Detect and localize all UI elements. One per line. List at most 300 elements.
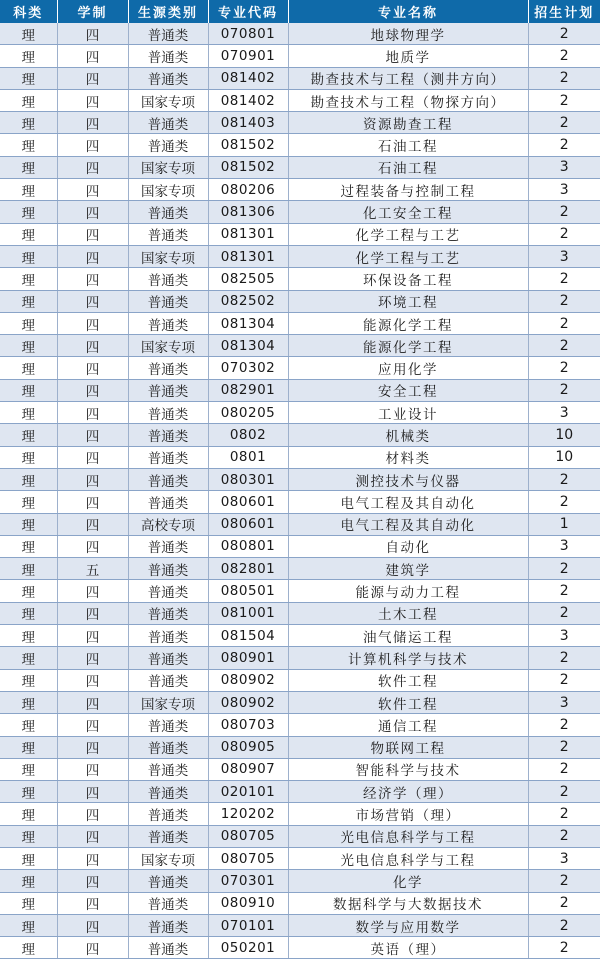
table-row [0, 268, 600, 290]
cell-major-code: 080902 [208, 669, 288, 691]
cell-major-code: 070302 [208, 357, 288, 379]
table-row [0, 179, 600, 201]
cell-source-type: 普通类 [128, 201, 208, 223]
cell-subject-category: 理 [0, 335, 57, 357]
cell-enrollment-plan: 2 [528, 602, 600, 624]
cell-major-name: 过程装备与控制工程 [288, 179, 528, 201]
cell-duration: 四 [57, 23, 128, 45]
table-row [0, 937, 600, 959]
cell-major-code: 080601 [208, 491, 288, 513]
cell-enrollment-plan: 2 [528, 312, 600, 334]
cell-major-name: 材料类 [288, 446, 528, 468]
table-row [0, 446, 600, 468]
cell-major-code: 080905 [208, 736, 288, 758]
cell-enrollment-plan: 2 [528, 491, 600, 513]
cell-source-type: 普通类 [128, 870, 208, 892]
cell-major-code: 070901 [208, 45, 288, 67]
cell-major-code: 080901 [208, 647, 288, 669]
table-row [0, 647, 600, 669]
cell-source-type: 普通类 [128, 67, 208, 89]
table-row [0, 714, 600, 736]
cell-major-name: 软件工程 [288, 691, 528, 713]
cell-source-type: 普通类 [128, 825, 208, 847]
cell-major-code: 081304 [208, 312, 288, 334]
cell-duration: 四 [57, 67, 128, 89]
cell-source-type: 普通类 [128, 45, 208, 67]
cell-major-code: 082502 [208, 290, 288, 312]
cell-major-name: 测控技术与仪器 [288, 468, 528, 490]
cell-major-name: 资源勘查工程 [288, 112, 528, 134]
cell-major-code: 082901 [208, 379, 288, 401]
cell-subject-category: 理 [0, 825, 57, 847]
cell-enrollment-plan: 2 [528, 335, 600, 357]
cell-major-name: 软件工程 [288, 669, 528, 691]
table-row [0, 491, 600, 513]
cell-major-name: 化学工程与工艺 [288, 245, 528, 267]
cell-enrollment-plan: 2 [528, 201, 600, 223]
cell-source-type: 普通类 [128, 290, 208, 312]
cell-subject-category: 理 [0, 67, 57, 89]
table-row [0, 23, 600, 45]
cell-enrollment-plan: 2 [528, 89, 600, 111]
cell-major-name: 经济学（理） [288, 781, 528, 803]
cell-source-type: 普通类 [128, 714, 208, 736]
cell-enrollment-plan: 2 [528, 914, 600, 936]
table-row [0, 335, 600, 357]
table-row [0, 803, 600, 825]
cell-subject-category: 理 [0, 89, 57, 111]
cell-enrollment-plan: 2 [528, 870, 600, 892]
cell-enrollment-plan: 2 [528, 67, 600, 89]
cell-subject-category: 理 [0, 268, 57, 290]
cell-subject-category: 理 [0, 134, 57, 156]
cell-duration: 四 [57, 245, 128, 267]
cell-source-type: 国家专项 [128, 89, 208, 111]
cell-duration: 四 [57, 335, 128, 357]
cell-enrollment-plan: 3 [528, 691, 600, 713]
cell-source-type: 普通类 [128, 580, 208, 602]
header-row [0, 0, 600, 23]
cell-subject-category: 理 [0, 914, 57, 936]
cell-source-type: 普通类 [128, 379, 208, 401]
table-row [0, 156, 600, 178]
cell-major-name: 石油工程 [288, 134, 528, 156]
table-row [0, 781, 600, 803]
cell-subject-category: 理 [0, 781, 57, 803]
cell-major-name: 能源化学工程 [288, 312, 528, 334]
cell-source-type: 普通类 [128, 625, 208, 647]
cell-enrollment-plan: 2 [528, 647, 600, 669]
cell-subject-category: 理 [0, 892, 57, 914]
cell-source-type: 普通类 [128, 112, 208, 134]
cell-major-code: 080910 [208, 892, 288, 914]
cell-duration: 四 [57, 312, 128, 334]
cell-major-code: 081402 [208, 67, 288, 89]
table-row [0, 402, 600, 424]
cell-duration: 四 [57, 937, 128, 959]
table-row [0, 312, 600, 334]
cell-major-name: 机械类 [288, 424, 528, 446]
cell-major-name: 应用化学 [288, 357, 528, 379]
cell-enrollment-plan: 2 [528, 803, 600, 825]
table-row [0, 201, 600, 223]
header-enrollment-plan: 招生计划 [528, 0, 600, 23]
cell-subject-category: 理 [0, 870, 57, 892]
cell-subject-category: 理 [0, 290, 57, 312]
cell-duration: 四 [57, 714, 128, 736]
cell-source-type: 普通类 [128, 268, 208, 290]
cell-source-type: 国家专项 [128, 847, 208, 869]
table-row [0, 847, 600, 869]
table-row [0, 424, 600, 446]
table-row [0, 67, 600, 89]
cell-subject-category: 理 [0, 312, 57, 334]
table-row [0, 379, 600, 401]
cell-major-name: 化学工程与工艺 [288, 223, 528, 245]
cell-enrollment-plan: 2 [528, 268, 600, 290]
cell-enrollment-plan: 2 [528, 468, 600, 490]
cell-source-type: 普通类 [128, 647, 208, 669]
cell-major-code: 080206 [208, 179, 288, 201]
cell-major-name: 化工安全工程 [288, 201, 528, 223]
cell-major-name: 建筑学 [288, 558, 528, 580]
cell-duration: 四 [57, 580, 128, 602]
cell-duration: 四 [57, 669, 128, 691]
cell-duration: 四 [57, 201, 128, 223]
table-row [0, 134, 600, 156]
cell-source-type: 普通类 [128, 446, 208, 468]
cell-enrollment-plan: 2 [528, 736, 600, 758]
cell-major-name: 电气工程及其自动化 [288, 491, 528, 513]
cell-major-name: 光电信息科学与工程 [288, 847, 528, 869]
cell-major-name: 石油工程 [288, 156, 528, 178]
cell-major-code: 080801 [208, 535, 288, 557]
cell-enrollment-plan: 2 [528, 937, 600, 959]
cell-major-name: 能源与动力工程 [288, 580, 528, 602]
cell-duration: 四 [57, 803, 128, 825]
cell-enrollment-plan: 2 [528, 290, 600, 312]
cell-source-type: 国家专项 [128, 691, 208, 713]
table-row [0, 535, 600, 557]
table-row [0, 602, 600, 624]
table-row [0, 580, 600, 602]
cell-major-name: 能源化学工程 [288, 335, 528, 357]
cell-enrollment-plan: 2 [528, 758, 600, 780]
cell-duration: 四 [57, 156, 128, 178]
cell-duration: 四 [57, 625, 128, 647]
table-row [0, 223, 600, 245]
cell-source-type: 普通类 [128, 558, 208, 580]
table-row [0, 558, 600, 580]
cell-subject-category: 理 [0, 402, 57, 424]
cell-source-type: 普通类 [128, 803, 208, 825]
cell-major-name: 市场营销（理） [288, 803, 528, 825]
cell-major-code: 082801 [208, 558, 288, 580]
cell-major-name: 勘查技术与工程（物探方向） [288, 89, 528, 111]
cell-duration: 四 [57, 424, 128, 446]
cell-subject-category: 理 [0, 691, 57, 713]
cell-subject-category: 理 [0, 535, 57, 557]
cell-subject-category: 理 [0, 558, 57, 580]
table-row [0, 290, 600, 312]
cell-duration: 四 [57, 513, 128, 535]
table-row [0, 892, 600, 914]
cell-major-code: 081502 [208, 134, 288, 156]
cell-enrollment-plan: 2 [528, 223, 600, 245]
cell-major-code: 080907 [208, 758, 288, 780]
cell-duration: 四 [57, 179, 128, 201]
cell-subject-category: 理 [0, 379, 57, 401]
cell-source-type: 国家专项 [128, 245, 208, 267]
cell-major-name: 地质学 [288, 45, 528, 67]
table-row [0, 870, 600, 892]
cell-source-type: 普通类 [128, 937, 208, 959]
cell-source-type: 普通类 [128, 402, 208, 424]
cell-duration: 四 [57, 825, 128, 847]
cell-duration: 四 [57, 268, 128, 290]
cell-subject-category: 理 [0, 45, 57, 67]
cell-major-code: 081502 [208, 156, 288, 178]
cell-major-code: 081504 [208, 625, 288, 647]
cell-major-name: 化学 [288, 870, 528, 892]
cell-duration: 四 [57, 89, 128, 111]
cell-source-type: 普通类 [128, 669, 208, 691]
header-source-type: 生源类别 [128, 0, 208, 23]
cell-major-name: 物联网工程 [288, 736, 528, 758]
table-row [0, 625, 600, 647]
cell-source-type: 高校专项 [128, 513, 208, 535]
cell-major-code: 080902 [208, 691, 288, 713]
cell-source-type: 国家专项 [128, 156, 208, 178]
cell-source-type: 普通类 [128, 223, 208, 245]
cell-enrollment-plan: 3 [528, 535, 600, 557]
table-row [0, 357, 600, 379]
header-major-code: 专业代码 [208, 0, 288, 23]
cell-source-type: 国家专项 [128, 335, 208, 357]
cell-enrollment-plan: 2 [528, 558, 600, 580]
cell-major-code: 070801 [208, 23, 288, 45]
cell-source-type: 普通类 [128, 892, 208, 914]
cell-subject-category: 理 [0, 468, 57, 490]
cell-duration: 四 [57, 468, 128, 490]
cell-duration: 四 [57, 357, 128, 379]
cell-enrollment-plan: 2 [528, 112, 600, 134]
cell-major-name: 数学与应用数学 [288, 914, 528, 936]
cell-subject-category: 理 [0, 446, 57, 468]
cell-duration: 五 [57, 558, 128, 580]
cell-major-code: 081304 [208, 335, 288, 357]
cell-major-code: 080703 [208, 714, 288, 736]
cell-major-code: 080205 [208, 402, 288, 424]
cell-subject-category: 理 [0, 758, 57, 780]
cell-duration: 四 [57, 223, 128, 245]
table-row [0, 691, 600, 713]
cell-major-name: 土木工程 [288, 602, 528, 624]
cell-enrollment-plan: 3 [528, 847, 600, 869]
cell-enrollment-plan: 2 [528, 580, 600, 602]
cell-subject-category: 理 [0, 179, 57, 201]
cell-enrollment-plan: 10 [528, 446, 600, 468]
table-row [0, 825, 600, 847]
cell-duration: 四 [57, 892, 128, 914]
cell-source-type: 普通类 [128, 602, 208, 624]
cell-duration: 四 [57, 535, 128, 557]
cell-subject-category: 理 [0, 491, 57, 513]
cell-major-name: 数据科学与大数据技术 [288, 892, 528, 914]
cell-major-code: 080705 [208, 825, 288, 847]
table-row [0, 468, 600, 490]
cell-major-name: 地球物理学 [288, 23, 528, 45]
cell-major-code: 120202 [208, 803, 288, 825]
cell-source-type: 普通类 [128, 535, 208, 557]
cell-subject-category: 理 [0, 23, 57, 45]
cell-major-name: 勘查技术与工程（测井方向） [288, 67, 528, 89]
cell-enrollment-plan: 3 [528, 179, 600, 201]
cell-major-code: 0801 [208, 446, 288, 468]
table-row [0, 736, 600, 758]
header-major-name: 专业名称 [288, 0, 528, 23]
cell-major-code: 081306 [208, 201, 288, 223]
cell-enrollment-plan: 2 [528, 669, 600, 691]
header-subject-category: 科类 [0, 0, 57, 23]
cell-duration: 四 [57, 647, 128, 669]
cell-subject-category: 理 [0, 736, 57, 758]
cell-duration: 四 [57, 491, 128, 513]
cell-major-code: 080301 [208, 468, 288, 490]
cell-major-code: 080705 [208, 847, 288, 869]
cell-major-name: 英语（理） [288, 937, 528, 959]
cell-major-name: 自动化 [288, 535, 528, 557]
cell-major-code: 070101 [208, 914, 288, 936]
cell-duration: 四 [57, 290, 128, 312]
cell-subject-category: 理 [0, 580, 57, 602]
cell-major-code: 081301 [208, 223, 288, 245]
cell-duration: 四 [57, 781, 128, 803]
cell-major-code: 080501 [208, 580, 288, 602]
cell-subject-category: 理 [0, 647, 57, 669]
table-row [0, 513, 600, 535]
cell-enrollment-plan: 1 [528, 513, 600, 535]
cell-source-type: 普通类 [128, 357, 208, 379]
table-row [0, 245, 600, 267]
cell-source-type: 普通类 [128, 736, 208, 758]
cell-subject-category: 理 [0, 714, 57, 736]
cell-major-name: 计算机科学与技术 [288, 647, 528, 669]
cell-major-code: 080601 [208, 513, 288, 535]
cell-duration: 四 [57, 736, 128, 758]
cell-subject-category: 理 [0, 669, 57, 691]
cell-major-name: 环保设备工程 [288, 268, 528, 290]
cell-duration: 四 [57, 134, 128, 156]
cell-major-name: 油气储运工程 [288, 625, 528, 647]
cell-subject-category: 理 [0, 847, 57, 869]
cell-enrollment-plan: 10 [528, 424, 600, 446]
cell-duration: 四 [57, 45, 128, 67]
cell-enrollment-plan: 2 [528, 357, 600, 379]
cell-major-name: 环境工程 [288, 290, 528, 312]
cell-duration: 四 [57, 847, 128, 869]
cell-subject-category: 理 [0, 245, 57, 267]
table-row [0, 758, 600, 780]
cell-major-code: 070301 [208, 870, 288, 892]
cell-enrollment-plan: 2 [528, 134, 600, 156]
cell-source-type: 普通类 [128, 781, 208, 803]
cell-major-code: 0802 [208, 424, 288, 446]
cell-major-code: 020101 [208, 781, 288, 803]
cell-enrollment-plan: 3 [528, 402, 600, 424]
cell-subject-category: 理 [0, 625, 57, 647]
cell-major-name: 通信工程 [288, 714, 528, 736]
cell-source-type: 普通类 [128, 914, 208, 936]
cell-enrollment-plan: 2 [528, 23, 600, 45]
cell-major-code: 081403 [208, 112, 288, 134]
cell-duration: 四 [57, 446, 128, 468]
table-row [0, 45, 600, 67]
cell-subject-category: 理 [0, 424, 57, 446]
table-row [0, 914, 600, 936]
cell-duration: 四 [57, 379, 128, 401]
cell-duration: 四 [57, 402, 128, 424]
cell-duration: 四 [57, 602, 128, 624]
cell-enrollment-plan: 2 [528, 892, 600, 914]
cell-duration: 四 [57, 112, 128, 134]
cell-major-name: 电气工程及其自动化 [288, 513, 528, 535]
cell-enrollment-plan: 2 [528, 45, 600, 67]
cell-source-type: 普通类 [128, 424, 208, 446]
cell-source-type: 普通类 [128, 491, 208, 513]
cell-enrollment-plan: 2 [528, 714, 600, 736]
cell-duration: 四 [57, 691, 128, 713]
cell-source-type: 国家专项 [128, 179, 208, 201]
cell-major-code: 050201 [208, 937, 288, 959]
cell-source-type: 普通类 [128, 758, 208, 780]
cell-subject-category: 理 [0, 513, 57, 535]
cell-major-name: 工业设计 [288, 402, 528, 424]
cell-subject-category: 理 [0, 223, 57, 245]
cell-source-type: 普通类 [128, 312, 208, 334]
cell-major-name: 光电信息科学与工程 [288, 825, 528, 847]
cell-enrollment-plan: 3 [528, 245, 600, 267]
cell-enrollment-plan: 2 [528, 379, 600, 401]
cell-major-code: 082505 [208, 268, 288, 290]
cell-enrollment-plan: 3 [528, 625, 600, 647]
cell-source-type: 普通类 [128, 134, 208, 156]
cell-major-code: 081402 [208, 89, 288, 111]
table-row [0, 112, 600, 134]
cell-source-type: 普通类 [128, 468, 208, 490]
cell-duration: 四 [57, 758, 128, 780]
cell-enrollment-plan: 3 [528, 156, 600, 178]
cell-subject-category: 理 [0, 357, 57, 379]
cell-duration: 四 [57, 870, 128, 892]
cell-enrollment-plan: 2 [528, 781, 600, 803]
cell-major-name: 智能科学与技术 [288, 758, 528, 780]
cell-subject-category: 理 [0, 156, 57, 178]
cell-source-type: 普通类 [128, 23, 208, 45]
cell-subject-category: 理 [0, 937, 57, 959]
table-row [0, 669, 600, 691]
table-header [0, 0, 600, 23]
header-duration: 学制 [57, 0, 128, 23]
cell-subject-category: 理 [0, 112, 57, 134]
cell-subject-category: 理 [0, 803, 57, 825]
cell-subject-category: 理 [0, 201, 57, 223]
cell-major-name: 安全工程 [288, 379, 528, 401]
table-body [0, 23, 600, 959]
table-row [0, 89, 600, 111]
cell-major-code: 081001 [208, 602, 288, 624]
cell-major-code: 081301 [208, 245, 288, 267]
